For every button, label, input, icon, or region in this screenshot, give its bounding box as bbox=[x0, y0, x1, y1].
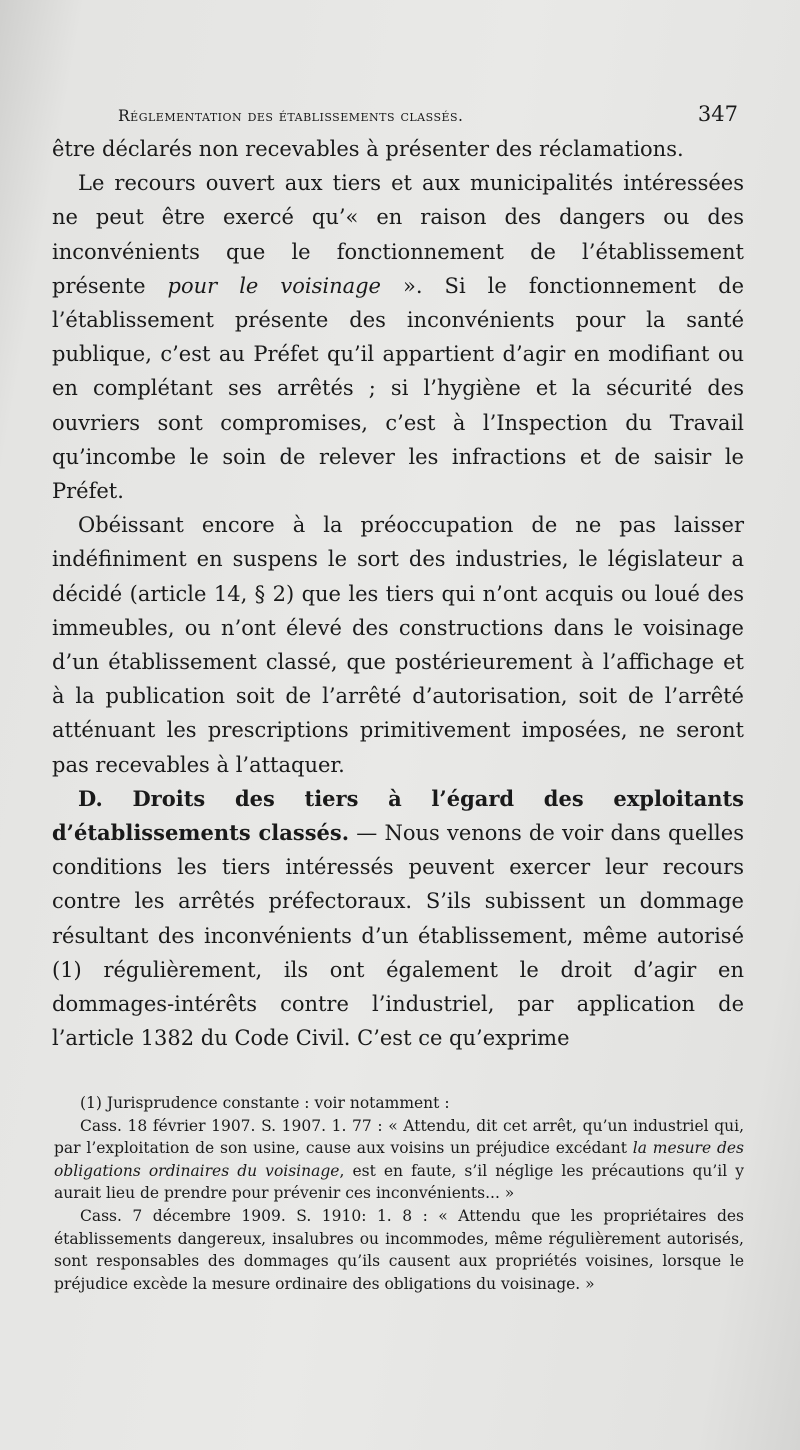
running-head bbox=[118, 102, 738, 126]
paragraph-4-text: — Nous venons de voir dans quelles conditions les tiers intéressés peuvent exercer leur recours contre les arrêtés préfectoraux. S’ils subissent un dommage résultant des inconvénients d’un établissement, même autorisé (1) régulièrement, ils ont également le droit d’agir en dommages-intérêts contre l’industriel, par application de l’article 1382 du Code Civil. C’est ce qu’exprime bbox=[52, 821, 744, 1051]
footnote-1 bbox=[54, 1092, 744, 1115]
body-text bbox=[52, 132, 744, 1055]
footnotes bbox=[54, 1092, 744, 1295]
page-number: 347 bbox=[697, 102, 738, 126]
running-title: Réglementation des établissements classés. bbox=[118, 107, 464, 125]
paragraph-section-d bbox=[52, 782, 744, 1056]
paragraph-recours bbox=[52, 166, 744, 508]
section-d-heading: D. Droits des tiers à l’égard des exploitants d’établissements classés. bbox=[52, 785, 744, 846]
footnote-2-emphasis: la mesure des obligations ordinaires du voisinage bbox=[54, 1139, 744, 1180]
footnote-2-text-b: , est en faute, s’il néglige les précautions qu’il y aurait lieu de prendre pour prévenir ces inconvénients... » bbox=[54, 1161, 744, 1203]
paragraph-1-text: être déclarés non recevables à présenter des réclamations. bbox=[52, 137, 684, 161]
footnote-cass-1909 bbox=[54, 1205, 744, 1295]
paragraph-3-text: Obéissant encore à la préoccupation de ne pas laisser indéfiniment en suspens le sort des industries, le législateur a décidé (article 14, § 2) que les tiers qui n’ont acquis ou loué des immeubles, ou n’ont élevé des constructions dans le voisinage d’un établissement classé, que postérieurement à l’affichage et à la publication soit de l’arrêté d’autorisation, soit de l’arrêté atténuant les prescriptions primitivement imposées, ne seront pas recevables à l’attaquer. bbox=[52, 513, 744, 777]
paragraph-2-text-b: ». Si le fonctionnement de l’établissement présente des inconvénients pour la santé publique, c’est au Préfet qu’il appartient d’agir en modifiant ou en complétant ses arrêtés ; si l’hygiène et la sécurité des ouvriers sont compromises, c’est à l’Inspection du Travail qu’incombe le soin de relever les infractions et de saisir le Préfet. bbox=[52, 273, 744, 504]
footnote-cass-1907 bbox=[54, 1115, 744, 1205]
paragraph-continuation bbox=[52, 132, 744, 166]
footnote-3-text: Cass. 7 décembre 1909. S. 1910: 1. 8 : « Attendu que les propriétaires des établissements dangereux, insalubres ou incommodes, même régulièrement autorisés, sont responsables des dommages qu’ils causent aux propriétés voisines, lorsque le préjudice excède la mesure ordinaire des obligations du voisinage. » bbox=[54, 1206, 744, 1293]
footnote-2-text-a: Cass. 18 février 1907. S. 1907. 1. 77 : « Attendu, dit cet arrêt, qu’un industriel qui, par l’exploitation de son usine, cause aux voisins un préjudice excédant bbox=[54, 1116, 744, 1158]
footnote-1-text: (1) Jurisprudence constante : voir notamment : bbox=[80, 1094, 450, 1112]
paragraph-2-emphasis: pour le voisinage bbox=[167, 273, 381, 298]
paragraph-obeissant bbox=[52, 508, 744, 782]
paragraph-2-text-a: Le recours ouvert aux tiers et aux municipalités intéressées ne peut être exercé qu’« en raison des dangers ou des inconvénients que le fonctionnement de l’établissement présente bbox=[52, 171, 744, 298]
